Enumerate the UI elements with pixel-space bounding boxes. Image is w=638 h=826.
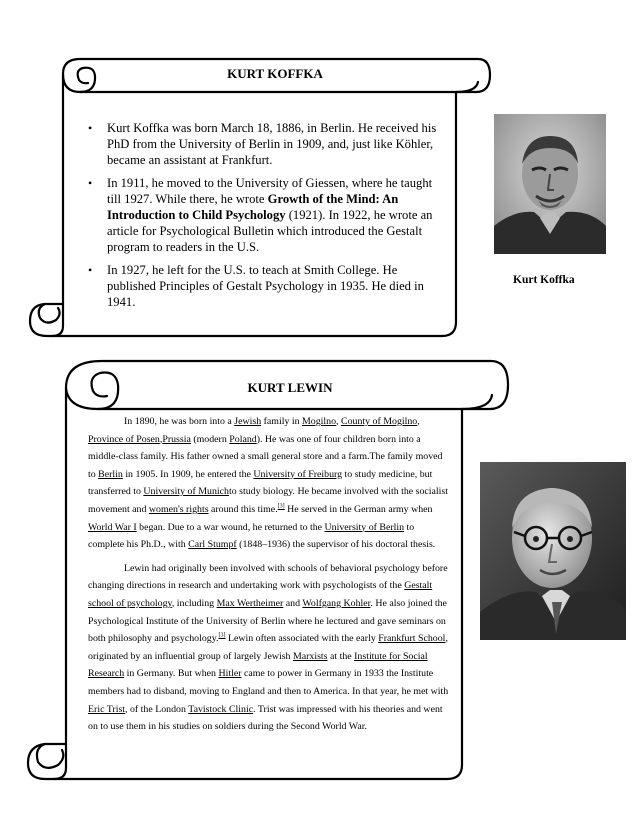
link-wolfgang-kohler[interactable]: Wolfgang Kohler: [302, 597, 371, 609]
text: began. Due to a war wound, he returned to the: [136, 521, 325, 533]
text: to study biology. He became involved with the socialist movement and: [88, 486, 449, 515]
link-gestalt-school[interactable]: Gestalt school of psychology: [88, 580, 433, 609]
link-berlin[interactable]: Berlin: [98, 468, 123, 480]
bullet-icon: •: [88, 263, 93, 277]
text: (modern: [190, 433, 230, 445]
link-institute-for-social-research[interactable]: Institute for Social Research: [88, 650, 428, 680]
list-item: [82, 175, 442, 255]
koffka-photo-caption: Kurt Koffka: [513, 274, 575, 286]
bullet-text: (1921). In 1922, he wrote an article for Psychological Bulletin which introduced the Gestalt program to readers in the U.S.: [107, 208, 433, 254]
link-poland[interactable]: Poland: [229, 433, 257, 445]
text: Lewin had originally been involved with schools of behavioral psychology before changing directions in research and undertaking work with psychologists of the: [88, 562, 448, 592]
text: came to power in Germany in 1933 the Institute members had to disband, moving to England and then to America. In that year, he met with: [88, 668, 449, 697]
text: , of the London: [125, 703, 189, 715]
link-mogilno[interactable]: Mogilno: [302, 416, 337, 427]
text: (1848–1936) the supervisor of his doctoral thesis.: [236, 539, 436, 551]
text: , including: [171, 597, 217, 609]
link-eric-trist[interactable]: Eric Trist: [88, 703, 126, 715]
text: to complete his Ph.D., with: [88, 521, 415, 551]
text: He served in the German army when: [284, 503, 433, 515]
citation-link[interactable]: [3]: [277, 503, 285, 510]
lewin-paragraph-1: [88, 413, 452, 554]
bullet-icon: •: [88, 121, 93, 135]
bullet-text: In 1927, he left for the U.S. to teach at Smith College. He published Principles of Gestalt Psychology in 1935. He died in 1941.: [107, 263, 424, 309]
koffka-bullet-list: [82, 120, 442, 317]
list-item: [82, 262, 442, 310]
text: to study medicine, but transferred to: [88, 468, 433, 498]
text: in 1905. In 1909, he entered the: [122, 468, 254, 480]
text: Lewin often associated with the early: [225, 633, 379, 645]
bullet-text: In 1911, he moved to the University of Giessen, where he taught till 1927. While there, he wrote: [107, 176, 433, 206]
lewin-body: [88, 413, 452, 736]
koffka-portrait: [494, 114, 606, 254]
bullet-icon: •: [88, 176, 93, 190]
text: in Germany. But when: [124, 668, 219, 680]
link-province-of-posen[interactable]: Province of Posen: [88, 433, 160, 445]
link-university-of-munich[interactable]: University of Munich: [143, 486, 229, 498]
link-carl-stumpf[interactable]: Carl Stumpf: [188, 539, 237, 551]
link-university-of-berlin[interactable]: University of Berlin: [324, 521, 405, 533]
link-max-wertheimer[interactable]: Max Wertheimer: [216, 597, 284, 609]
citation-link[interactable]: [3]: [218, 632, 226, 639]
link-hitler[interactable]: Hitler: [218, 668, 242, 680]
text: and: [283, 597, 303, 609]
bullet-text: Kurt Koffka was born March 18, 1886, in Berlin. He received his PhD from the University of Berlin in 1909, and, just like Köhler, became an assistant at Frankfurt.: [107, 121, 437, 167]
text: In 1890, he was born into a: [124, 416, 235, 427]
lewin-portrait: [480, 462, 626, 640]
text: , originated by an influential group of largely Jewish: [88, 633, 448, 662]
lewin-title: KURT LEWIN: [247, 380, 333, 395]
link-tavistock-clinic[interactable]: Tavistock Clinic: [188, 703, 254, 715]
link-prussia[interactable]: Prussia: [162, 433, 191, 445]
text: ,: [159, 433, 163, 445]
link-marxists[interactable]: Marxists: [292, 650, 328, 662]
text: ,: [417, 416, 420, 427]
lewin-paragraph-2: [88, 560, 452, 736]
link-university-of-freiburg[interactable]: University of Freiburg: [253, 468, 343, 480]
link-world-war-i[interactable]: World War I: [88, 521, 137, 533]
text: . Trist was impressed with his theories and went on to use them in his studies on soldiers during the Second World War.: [88, 703, 443, 733]
text: family in: [261, 416, 303, 427]
text: at the: [327, 650, 355, 662]
list-item: [82, 120, 442, 168]
text: . He also joined the Psychological Institute of the University of Berlin where he lectured and gave seminars on both philosophy and psychology.: [88, 597, 447, 645]
link-county-of-mogilno[interactable]: County of Mogilno: [340, 416, 418, 427]
koffka-title: KURT KOFFKA: [227, 66, 323, 81]
text: around this time.: [208, 503, 278, 515]
text: ). He was one of four children born into a middle-class family. His father owned a small general store and a farm.The family moved to: [88, 433, 443, 480]
link-womens-rights[interactable]: women's rights: [148, 503, 209, 515]
link-jewish[interactable]: Jewish: [234, 416, 262, 427]
book-title: Growth of the Mind: An Introduction to Child Psychology: [107, 192, 399, 222]
text: ,: [336, 416, 341, 427]
link-frankfurt-school[interactable]: Frankfurt School: [378, 633, 446, 645]
